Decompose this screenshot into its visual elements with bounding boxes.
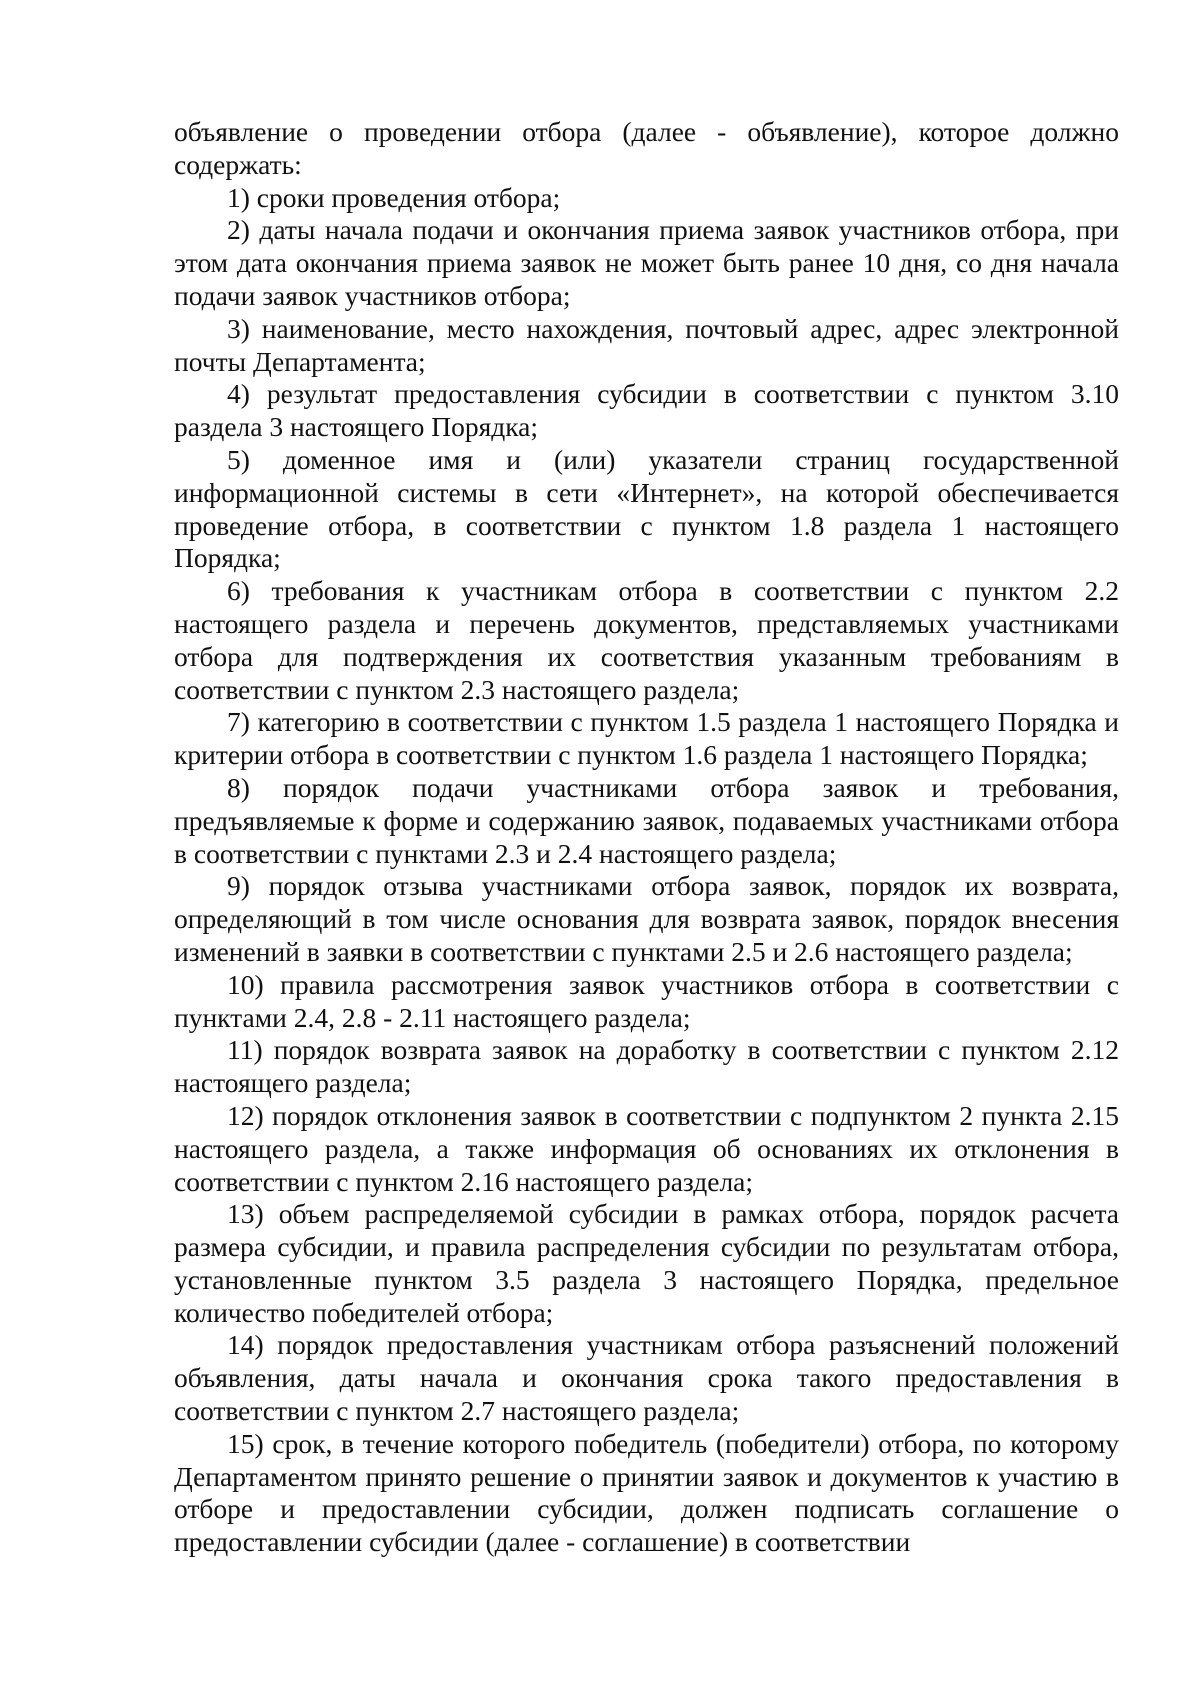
list-item-1: 1) сроки проведения отбора; [227, 181, 561, 213]
list-item-2: 2) даты начала подачи и окончания приема заявок участников отбора, при этом дата окончания приема заявок не может быть ранее 10 дня, со дня начала подачи заявок участников отбора; [174, 214, 1119, 311]
list-item-7: 7) категорию в соответствии с пунктом 1.5 раздела 1 настоящего Порядка и критерии отбора в соответствии с пунктом 1.6 раздела 1 настоящего Порядка; [174, 706, 1119, 771]
list-item-9: 9) порядок отзыва участниками отбора заявок, порядок их возврата, определяющий в том числе основания для возврата заявок, порядок внесения изменений в заявки в соответствии с пунктами 2.5 и 2.6 настоящего раздела; [174, 870, 1119, 967]
list-item-4: 4) результат предоставления субсидии в соответствии с пунктом 3.10 раздела 3 настоящего Порядка; [174, 378, 1119, 443]
intro-paragraph: объявление о проведении отбора (далее - объявление), которое должно содержать: [174, 116, 1119, 180]
list-item-13: 13) объем распределяемой субсидии в рамках отбора, порядок расчета размера субсидии, и правила распределения субсидии по результатам отбора, установленные пунктом 3.5 раздела 3 настоящего Порядка, предельное количество победителей отбора; [174, 1198, 1119, 1328]
list-item-15: 15) срок, в течение которого победитель (победители) отбора, по которому Департаментом принято решение о принятии заявок и документов к участию в отборе и предоставлении субсидии, должен подписать соглашение о предоставлении субсидии (далее - соглашение) в соответствии [174, 1427, 1119, 1558]
list-item-14: 14) порядок предоставления участникам отбора разъяснений положений объявления, даты начала и окончания срока такого предоставления в соответствии с пунктом 2.7 настоящего раздела; [174, 1329, 1119, 1427]
list-item-11: 11) порядок возврата заявок на доработку в соответствии с пунктом 2.12 настоящего раздела; [174, 1034, 1119, 1099]
list-item-5: 5) доменное имя и (или) указатели страниц государственной информационной системы в сети «Интернет», на которой обеспечивается проведение отбора, в соответствии с пунктом 1.8 раздела 1 настоящего Порядка; [174, 443, 1119, 574]
list-item-6: 6) требования к участникам отбора в соответствии с пунктом 2.2 настоящего раздела и перечень документов, представляемых участниками отбора для подтверждения их соответствия указанным требованиям в соответствии с пунктом 2.3 настоящего раздела; [174, 575, 1119, 705]
list-item-10: 10) правила рассмотрения заявок участников отбора в соответствии с пунктами 2.4, 2.8 - 2.11 настоящего раздела; [174, 968, 1119, 1033]
list-item-3: 3) наименование, место нахождения, почтовый адрес, адрес электронной почты Департамента; [174, 312, 1119, 377]
list-item-8: 8) порядок подачи участниками отбора заявок и требования, предъявляемые к форме и содержанию заявок, подаваемых участниками отбора в соответствии с пунктами 2.3 и 2.4 настоящего раздела; [174, 771, 1119, 869]
document-body [174, 116, 1119, 1559]
list-item-12: 12) порядок отклонения заявок в соответствии с подпунктом 2 пункта 2.15 настоящего раздела, а также информация об основаниях их отклонения в соответствии с пунктом 2.16 настоящего раздела; [174, 1099, 1119, 1197]
